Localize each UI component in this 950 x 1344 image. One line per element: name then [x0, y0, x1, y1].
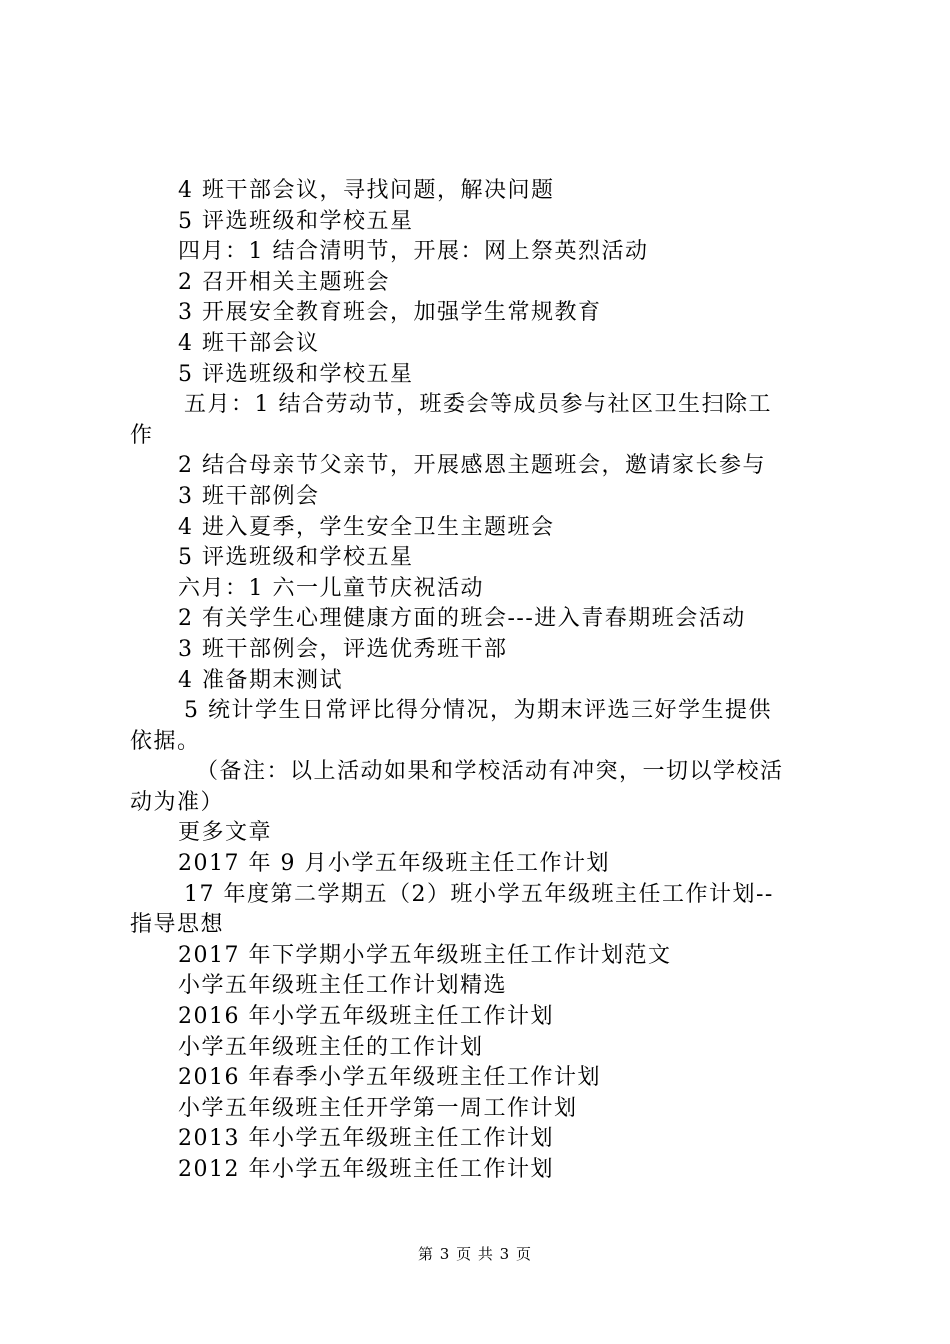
text-line: 五月：1 结合劳动节，班委会等成员参与社区卫生扫除工 [184, 392, 772, 418]
text-line: 4 班干部会议 [178, 330, 320, 356]
article-link[interactable]: 2013 年小学五年级班主任工作计划 [178, 1126, 554, 1152]
article-link[interactable]: 2017 年 9 月小学五年级班主任工作计划 [178, 851, 610, 877]
text-line: 5 评选班级和学校五星 [178, 208, 414, 234]
text-line: 3 班干部例会 [178, 483, 320, 509]
text-line: 动为准） [130, 789, 225, 815]
text-line: 4 班干部会议，寻找问题，解决问题 [178, 178, 555, 203]
article-link[interactable]: 2017 年下学期小学五年级班主任工作计划范文 [178, 942, 672, 968]
text-line: 5 评选班级和学校五星 [178, 545, 414, 571]
document-body [130, 176, 835, 1186]
text-line: 3 开展安全教育班会，加强学生常规教育 [178, 300, 602, 326]
text-line: 3 班干部例会，评选优秀班干部 [178, 636, 508, 662]
text-line: 5 评选班级和学校五星 [178, 361, 414, 387]
more-articles-heading: 更多文章 [178, 820, 273, 846]
article-link[interactable]: 指导思想 [130, 912, 225, 938]
text-line: 六月：1 六一儿童节庆祝活动 [178, 575, 484, 601]
text-line: （备注：以上活动如果和学校活动有冲突，一切以学校活 [196, 759, 784, 785]
text-line: 四月：1 结合清明节，开展：网上祭英烈活动 [178, 239, 649, 265]
text-line: 5 统计学生日常评比得分情况，为期末评选三好学生提供 [184, 698, 772, 724]
text-line: 2 有关学生心理健康方面的班会---进入青春期班会活动 [178, 606, 746, 632]
text-line: 2 结合母亲节父亲节，开展感恩主题班会，邀请家长参与 [178, 453, 766, 479]
text-line: 4 准备期末测试 [178, 667, 343, 693]
article-link[interactable]: 小学五年级班主任的工作计划 [178, 1034, 484, 1060]
text-line: 4 进入夏季，学生安全卫生主题班会 [178, 514, 555, 540]
text-line: 2 召开相关主题班会 [178, 269, 390, 295]
article-link[interactable]: 17 年度第二学期五（2）班小学五年级班主任工作计划-- [184, 881, 774, 907]
article-link[interactable]: 小学五年级班主任工作计划精选 [178, 973, 508, 999]
text-line: 依据。 [130, 728, 201, 754]
article-link[interactable]: 小学五年级班主任开学第一周工作计划 [178, 1095, 578, 1121]
text-line: 作 [130, 422, 154, 448]
article-link[interactable]: 2016 年春季小学五年级班主任工作计划 [178, 1065, 601, 1091]
page-footer: 第 3 页 共 3 页 [418, 1245, 532, 1263]
article-link[interactable]: 2016 年小学五年级班主任工作计划 [178, 1004, 554, 1030]
article-link[interactable]: 2012 年小学五年级班主任工作计划 [178, 1157, 554, 1182]
